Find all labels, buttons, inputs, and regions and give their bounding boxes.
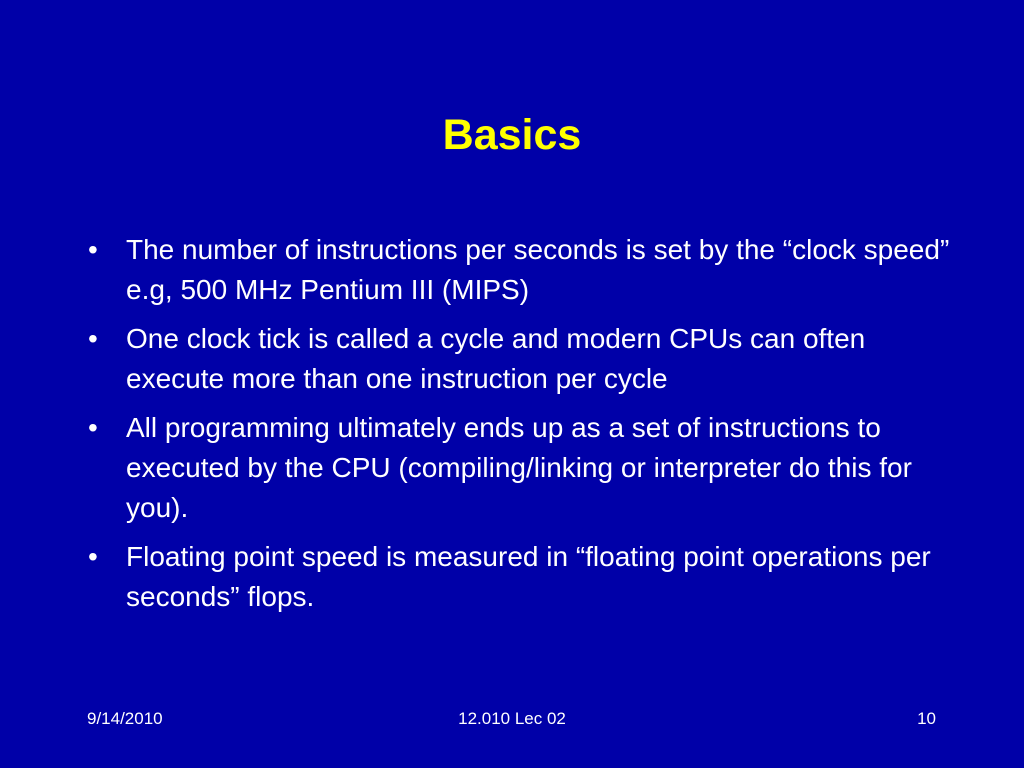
bullet-marker: • [88, 234, 98, 265]
slide-title: Basics [442, 111, 582, 159]
bullet-marker: • [88, 541, 98, 572]
footer-date: 9/14/2010 [87, 709, 163, 728]
bullet-item [88, 230, 968, 310]
footer-page-number: 10 [917, 709, 936, 728]
bullet-item [88, 319, 968, 399]
bullet-text: Floating point speed is measured in “floating point operations per seconds” flops. [126, 541, 931, 612]
bullet-item [88, 408, 968, 528]
bullet-list [88, 230, 968, 626]
bullet-marker: • [88, 412, 98, 443]
bullet-item [88, 537, 968, 617]
bullet-marker: • [88, 323, 98, 354]
footer-lecture: 12.010 Lec 02 [458, 709, 566, 728]
bullet-text: One clock tick is called a cycle and modern CPUs can often execute more than one instruction per cycle [126, 323, 866, 394]
bullet-text: The number of instructions per seconds is set by the “clock speed” e.g, 500 MHz Pentium III (MIPS) [126, 234, 950, 305]
bullet-text: All programming ultimately ends up as a set of instructions to executed by the CPU (compiling/linking or interpreter do this for you). [126, 412, 912, 523]
